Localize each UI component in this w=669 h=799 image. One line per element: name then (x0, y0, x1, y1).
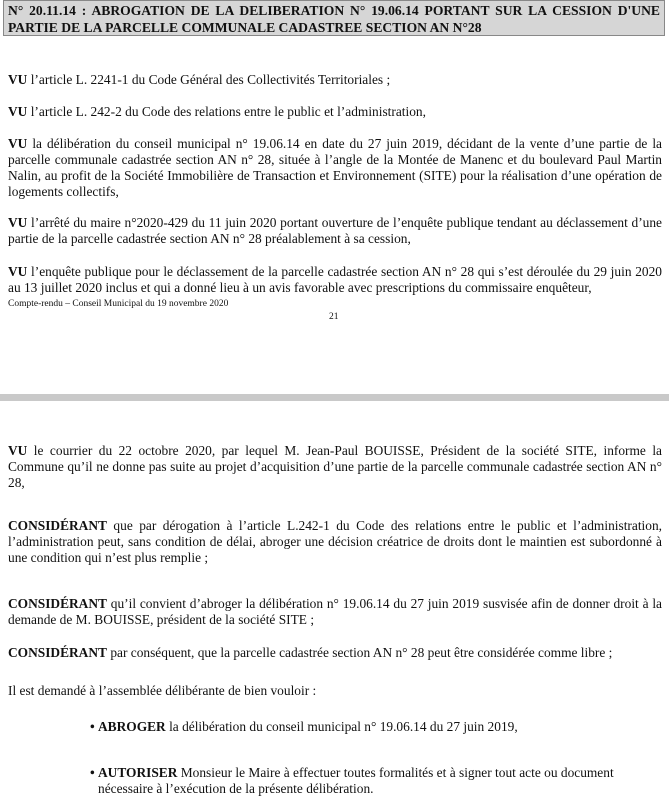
considering-free-parcel (8, 645, 662, 661)
vu-keyword: VU (8, 136, 28, 151)
paragraph-text: le courrier du 22 octobre 2020, par lequel M. Jean-Paul BOUISSE, Président de la société SITE, informe la Commune qu’il ne donne pas suite au projet d’acquisition d’une partie de la parcelle communale cadastrée section AN n° 28, (8, 443, 662, 490)
considering-abrogation (8, 596, 662, 628)
bullet-icon: • (90, 765, 95, 780)
considerant-keyword: CONSIDÉRANT (8, 596, 107, 611)
vu-keyword: VU (8, 264, 28, 279)
action-keyword: AUTORISER (98, 765, 178, 780)
resolution-number: N° 20.11.14 : (8, 3, 87, 18)
paragraph-text: que par dérogation à l’article L.242-1 du Code des relations entre le public et l’administration, l’administration peut, sans condition de délai, abroger une décision créatrice de droits dont le maintien est subordonné à une condition qui n’est plus remplie ; (8, 518, 662, 565)
whereas-article-l2241 (8, 72, 662, 88)
action-keyword: ABROGER (98, 719, 166, 734)
bullet-text: Monsieur le Maire à effectuer toutes formalités et à signer tout acte ou document (177, 765, 614, 780)
vu-keyword: VU (8, 443, 28, 458)
paragraph-text: la délibération du conseil municipal n° 19.06.14 en date du 27 juin 2019, décidant de la vente d’une partie de la parcelle communale cadastrée section AN n° 28, située à l’angle de la Montée de Manenc et du boulevard Paul Martin Nalin, au profit de la Société Immobilière de Transaction et Environnement (SITE) pour la réalisation d’une opération de logements collectifs, (8, 136, 662, 199)
bullet-abroger (90, 719, 662, 735)
whereas-arrete (8, 215, 662, 247)
paragraph-text: par conséquent, que la parcelle cadastrée section AN n° 28 peut être considérée comme libre ; (106, 645, 613, 660)
considerant-keyword: CONSIDÉRANT (8, 645, 107, 660)
paragraph-text: l’article L. 2241-1 du Code Général des Collectivités Territoriales ; (27, 72, 391, 87)
vu-keyword: VU (8, 215, 28, 230)
resolution-title (3, 0, 665, 36)
paragraph-text: qu’il convient d’abroger la délibération n° 19.06.14 du 27 juin 2019 susvisée afin de donner droit à la demande de M. BOUISSE, président de la société SITE ; (8, 596, 662, 627)
whereas-deliberation (8, 136, 662, 200)
bullet-text: la délibération du conseil municipal n° 19.06.14 du 27 juin 2019, (165, 719, 518, 734)
whereas-enquete (8, 264, 662, 296)
paragraph-text: l’arrêté du maire n°2020-429 du 11 juin 2020 portant ouverture de l’enquête publique tendant au déclassement d’une partie de la parcelle cadastrée section AN n° 28 préalablement à sa cession, (8, 215, 662, 246)
considering-derogation (8, 518, 662, 566)
paragraph-text: l’article L. 242-2 du Code des relations entre le public et l’administration, (27, 104, 426, 119)
page-number: 21 (329, 312, 339, 322)
bullet-text-continued: nécessaire à l’exécution de la présente délibération. (98, 781, 374, 796)
bullet-autoriser (90, 765, 662, 797)
resolution-title-text: ABROGATION DE LA DELIBERATION N° 19.06.14 PORTANT SUR LA CESSION D'UNE PARTIE DE LA PARCELLE COMMUNALE CADASTREE SECTION AN N°28 (8, 3, 661, 35)
paragraph-text: l’enquête publique pour le déclassement de la parcelle cadastrée section AN n° 28 qui s’est déroulée du 29 juin 2020 au 13 juillet 2020 inclus et qui a donné lieu à un avis favorable avec prescriptions du commissaire enquêteur, (8, 264, 662, 295)
whereas-letter (8, 443, 662, 491)
bullet-icon: • (90, 719, 95, 734)
vu-keyword: VU (8, 104, 28, 119)
vu-keyword: VU (8, 72, 28, 87)
page-gap (0, 330, 669, 394)
page-separator (0, 394, 669, 401)
considerant-keyword: CONSIDÉRANT (8, 518, 107, 533)
whereas-article-l242 (8, 104, 662, 120)
bullet-line (90, 765, 662, 781)
assembly-request: Il est demandé à l’assemblée délibérante de bien vouloir : (8, 683, 317, 698)
page-footer: Compte-rendu – Conseil Municipal du 19 novembre 2020 (8, 299, 229, 309)
